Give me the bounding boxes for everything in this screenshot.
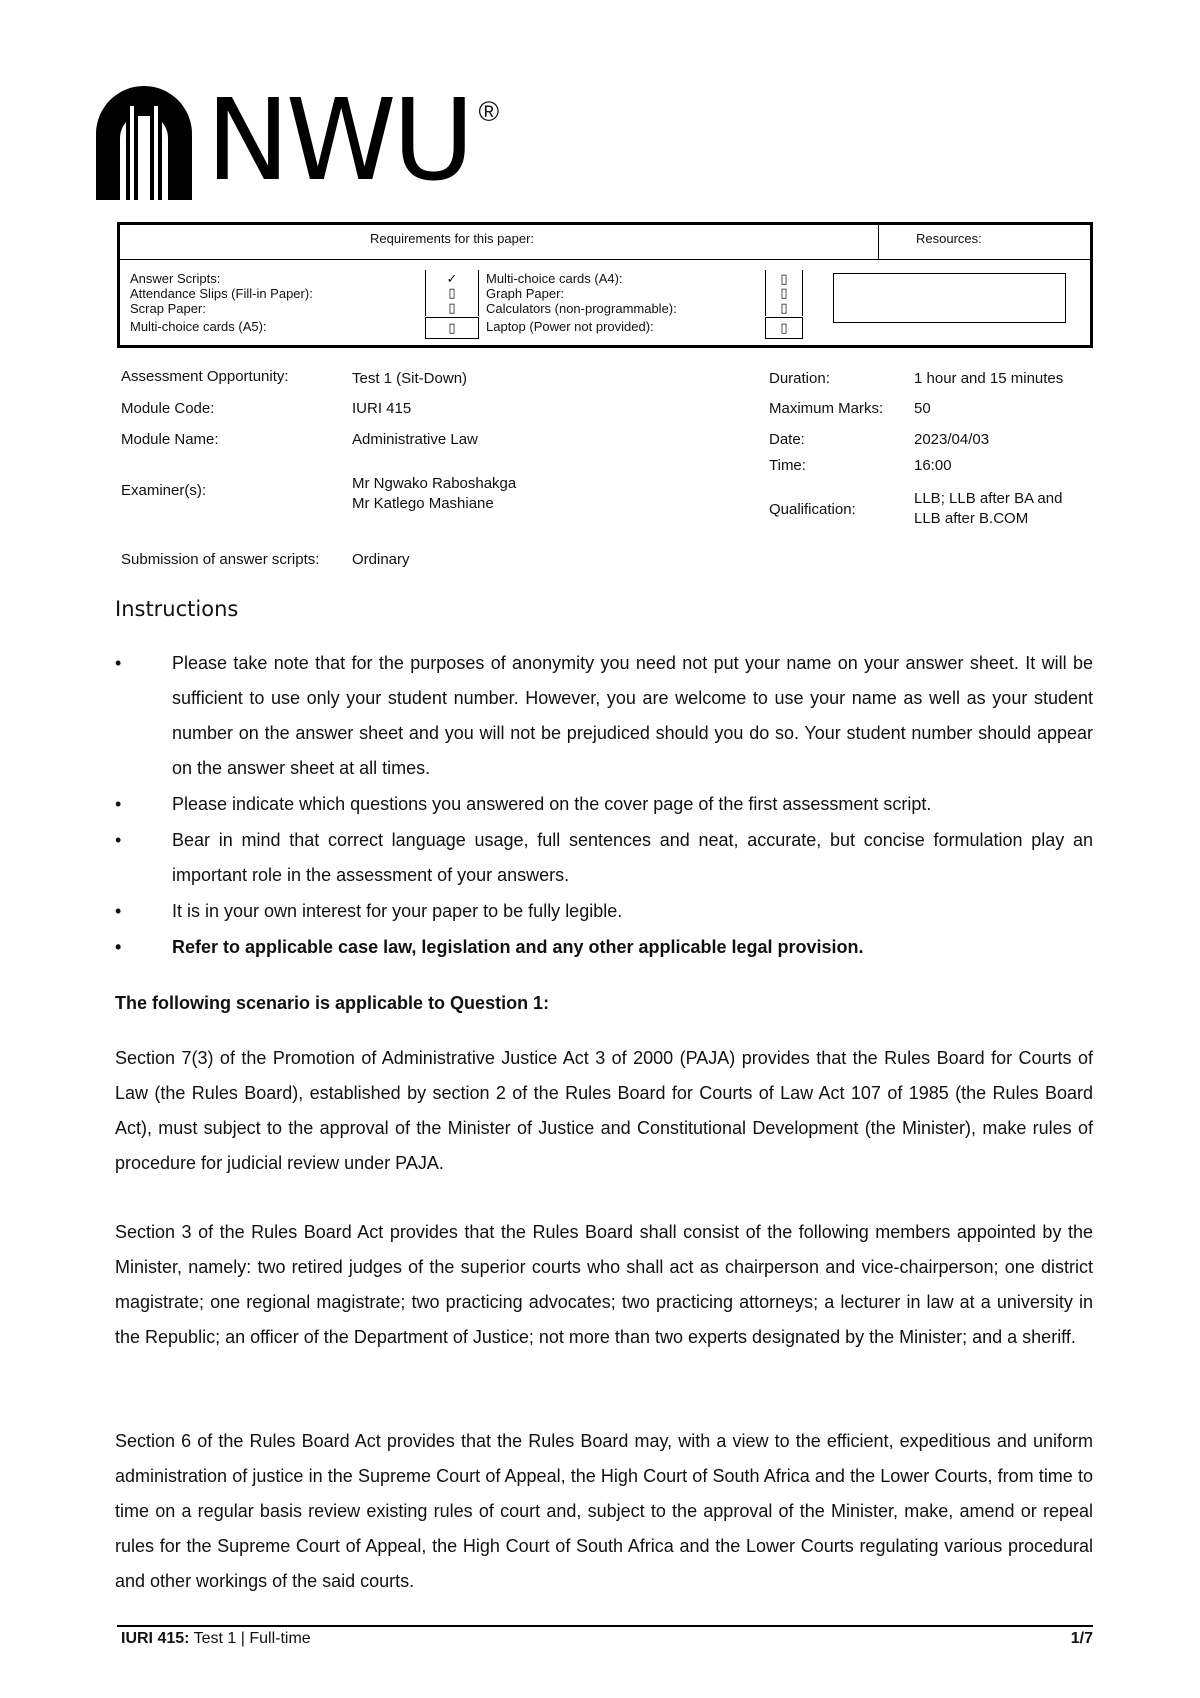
req-item-laptop: Laptop (Power not provided): [486, 319, 654, 334]
footer-description: Test 1 | Full-time [189, 1630, 311, 1647]
footer-divider [117, 1625, 1093, 1627]
bullet-icon: • [115, 830, 122, 850]
assessment-opportunity-value: Test 1 (Sit-Down) [352, 370, 468, 387]
footer-module [121, 1630, 311, 1648]
list-item [115, 930, 1093, 965]
logo-wordmark: NWU [206, 76, 471, 206]
resources-heading: Resources: [916, 231, 982, 246]
req-item-attendance-slips: Attendance Slips (Fill-in Paper): [130, 286, 313, 301]
submission-label: Submission of answer scripts: [121, 551, 320, 568]
resources-divider [878, 225, 879, 259]
qualification-label: Qualification: [769, 501, 856, 518]
max-marks-label: Maximum Marks: [769, 400, 884, 417]
req-item-answer-scripts: Answer Scripts: [130, 271, 221, 286]
instruction-text: It is in your own interest for your paper to be fully legible. [172, 901, 623, 921]
scenario-paragraph: Section 3 of the Rules Board Act provides that the Rules Board shall consist of the following members appointed by the Minister, namely: two retired judges of the superior courts who shall act as chairperson and vice-chairperson; one district magistrate; one regional magistrate; two practicing advocates; two practicing attorneys; a lecturer in law at a university in the Republic; an officer of the Department of Justice; not more than two experts designated by the Minister; and a sheriff. [115, 1222, 1093, 1347]
instruction-text: Please take note that for the purposes of anonymity you need not put your name on your answer sheet. It will be sufficient to use only your student number. However, you are welcome to use your name as well as your student number on the answer sheet and you will not be prejudiced should you do so. Your student number should appear on the answer sheet at all times. [172, 653, 1093, 778]
time-value: 16:00 [914, 457, 952, 474]
requirements-heading: Requirements for this paper: [370, 231, 535, 246]
nwu-emblem-icon [88, 82, 200, 200]
page-number: 1/7 [1070, 1630, 1093, 1647]
requirements-right-list [474, 259, 774, 345]
submission-value: Ordinary [352, 551, 410, 568]
list-item [115, 646, 1093, 786]
list-item [115, 823, 1093, 893]
footer-code: IURI 415: [121, 1630, 190, 1647]
qualification-line-1: LLB; LLB after BA and [914, 490, 1063, 507]
instruction-text: Refer to applicable case law, legislation and any other applicable legal provision. [172, 937, 864, 957]
module-code-label: Module Code: [121, 400, 215, 417]
list-item [115, 787, 1093, 822]
module-name-label: Module Name: [121, 431, 219, 448]
resources-box [833, 273, 1066, 323]
scenario-paragraph: Section 6 of the Rules Board Act provides that the Rules Board may, with a view to the efficient, expeditious and uniform administration of justice in the Supreme Court of Appeal, the High Court of South Africa and the Lower Courts, from time to time on a regular basis review existing rules of court and, subject to the approval of the Minister, make, amend or repeal rules for the Supreme Court of Appeal, the High Court of South Africa and the Lower Courts regulating various procedural and other workings of the said courts. [115, 1431, 1093, 1591]
req-item-multichoice-a5: Multi-choice cards (A5): [130, 319, 267, 334]
instructions-list [115, 646, 1093, 966]
checkbox-attendance-slips: ▯ [425, 286, 479, 300]
list-item [115, 894, 1093, 929]
bullet-icon: • [115, 937, 122, 957]
req-item-graph-paper: Graph Paper: [486, 286, 565, 301]
checkbox-scrap-paper: ▯ [425, 300, 479, 316]
registered-mark: ® [478, 96, 500, 127]
checkbox-multichoice-a4: ▯ [765, 270, 803, 288]
scenario-paragraph: Section 7(3) of the Promotion of Administrative Justice Act 3 of 2000 (PAJA) provides that the Rules Board for Courts of Law (the Rules Board), established by section 2 of the Rules Board for Courts of Law Act 107 of 1985 (the Rules Board Act), must subject to the approval of the Minister of Justice and Constitutional Development (the Minister), make rules of procedure for judicial review under PAJA. [115, 1048, 1093, 1173]
checkbox-multichoice-a5: ▯ [425, 317, 479, 339]
checkbox-answer-scripts: ✓ [425, 270, 479, 288]
instruction-text: Please indicate which questions you answered on the cover page of the first assessment script. [172, 794, 932, 814]
bullet-icon: • [115, 653, 122, 673]
checkbox-laptop: ▯ [765, 317, 803, 339]
checkbox-calculators: ▯ [765, 300, 803, 316]
assessment-opportunity-label: Assessment Opportunity: [121, 368, 289, 385]
requirements-left-list [120, 259, 426, 345]
instructions-heading: Instructions [115, 597, 239, 621]
examiner-2: Mr Katlego Mashiane [352, 495, 494, 512]
instruction-text: Bear in mind that correct language usage, full sentences and neat, accurate, but concise formulation play an important role in the assessment of your answers. [172, 830, 1093, 885]
module-code-value: IURI 415 [352, 400, 412, 417]
scenario-heading: The following scenario is applicable to Question 1: [115, 993, 550, 1013]
bullet-icon: • [115, 794, 122, 814]
req-item-scrap-paper: Scrap Paper: [130, 301, 206, 316]
module-name-value: Administrative Law [352, 431, 478, 448]
examiners-label: Examiner(s): [121, 482, 207, 499]
time-label: Time: [769, 457, 806, 474]
duration-value: 1 hour and 15 minutes [914, 370, 1064, 387]
req-item-calculators: Calculators (non-programmable): [486, 301, 677, 316]
nwu-logo [88, 76, 500, 206]
date-value: 2023/04/03 [914, 431, 990, 448]
checkbox-graph-paper: ▯ [765, 286, 803, 300]
req-item-multichoice-a4: Multi-choice cards (A4): [486, 271, 623, 286]
duration-label: Duration: [769, 370, 830, 387]
bullet-icon: • [115, 901, 122, 921]
examiner-1: Mr Ngwako Raboshakga [352, 475, 517, 492]
max-marks-value: 50 [914, 400, 931, 417]
qualification-line-2: LLB after B.COM [914, 510, 1029, 527]
date-label: Date: [769, 431, 805, 448]
requirements-box [117, 222, 1093, 348]
